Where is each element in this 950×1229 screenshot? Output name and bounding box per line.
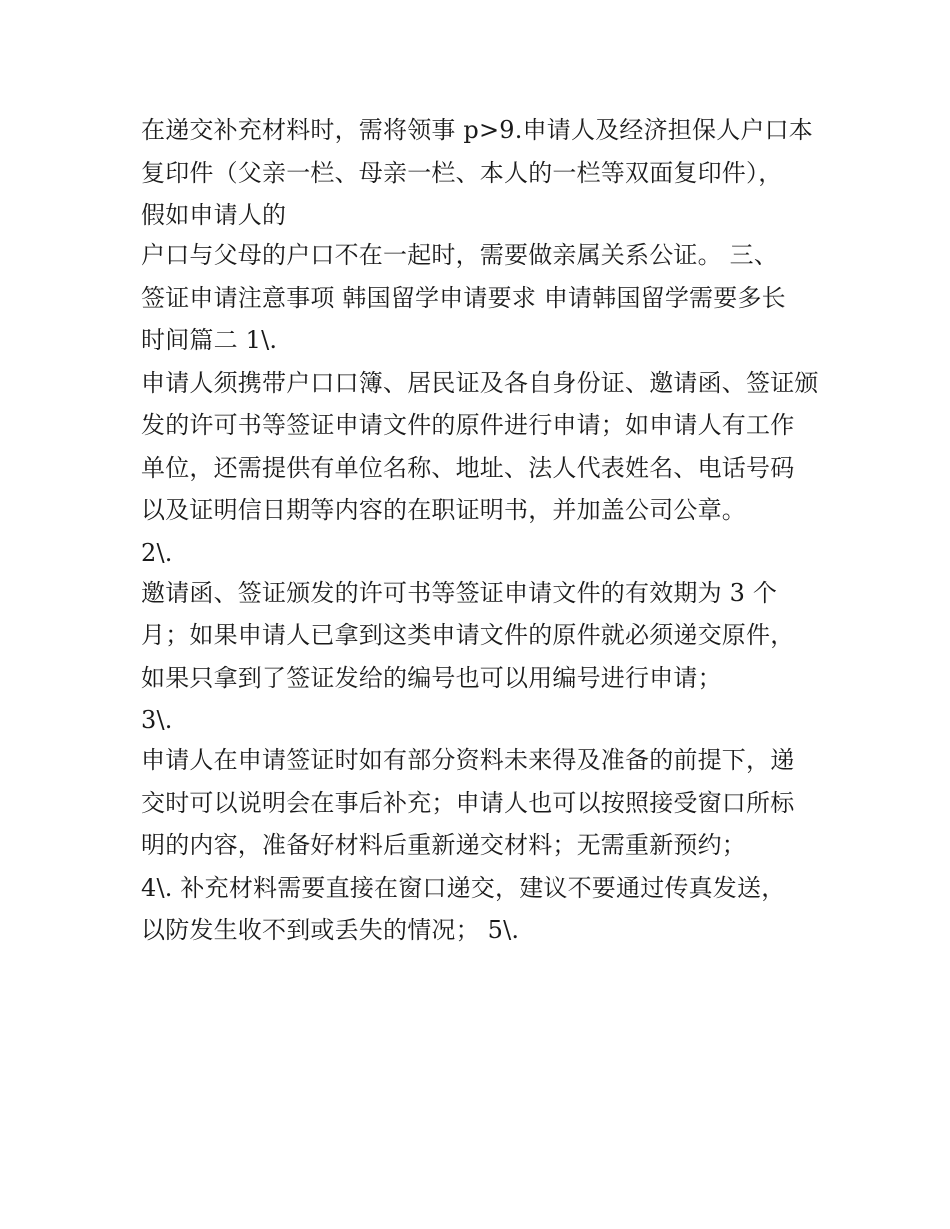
text-line: 以及证明信日期等内容的在职证明书，并加盖公司公章。 [141,496,746,524]
text-line: 申请人在申请签证时如有部分资料未来得及准备的前提下，递 [141,746,795,774]
text-line: 户口与父母的户口不在一起时，需要做亲属关系公证。 三、 [141,241,779,269]
text-line: 明的内容，准备好材料后重新递交材料；无需重新预约； [141,831,746,859]
text-line: 交时可以说明会在事后补充；申请人也可以按照接受窗口所标 [141,788,795,817]
text-line: 申请人须携带户口口簿、居民证及各自身份证、邀请函、签证颁 [141,368,819,397]
text-line: 发的许可书等签证申请文件的原件进行申请；如申请人有工作 [141,411,795,439]
document-body [141,111,821,954]
text-line: 在递交补充材料时，需将领事 p>9.申请人及经济担保人户口本 [141,116,813,144]
text-line: 3\. [141,706,173,734]
text-line: 邀请函、签证颁发的许可书等签证申请文件的有效期为 3 个 [141,578,778,607]
text-line: 2\. [141,538,173,567]
text-line: 复印件（父亲一栏、母亲一栏、本人的一栏等双面复印件）， [141,158,783,187]
text-line: 4\. 补充材料需要直接在窗口递交，建议不要通过传真发送， [141,873,786,902]
text-line: 单位，还需提供有单位名称、地址、法人代表姓名、电话号码 [141,453,795,482]
text-line: 如果只拿到了签证发给的编号也可以用编号进行申请； [141,663,722,692]
text-line: 签证申请注意事项 韩国留学申请要求 申请韩国留学需要多长 [141,283,786,312]
text-line: 假如申请人的 [141,201,287,229]
text-line: 以防发生收不到或丢失的情况； 5\. [141,916,520,944]
text-line: 月；如果申请人已拿到这类申请文件的原件就必须递交原件， [141,621,795,649]
text-line: 时间篇二 1\. [141,326,278,354]
